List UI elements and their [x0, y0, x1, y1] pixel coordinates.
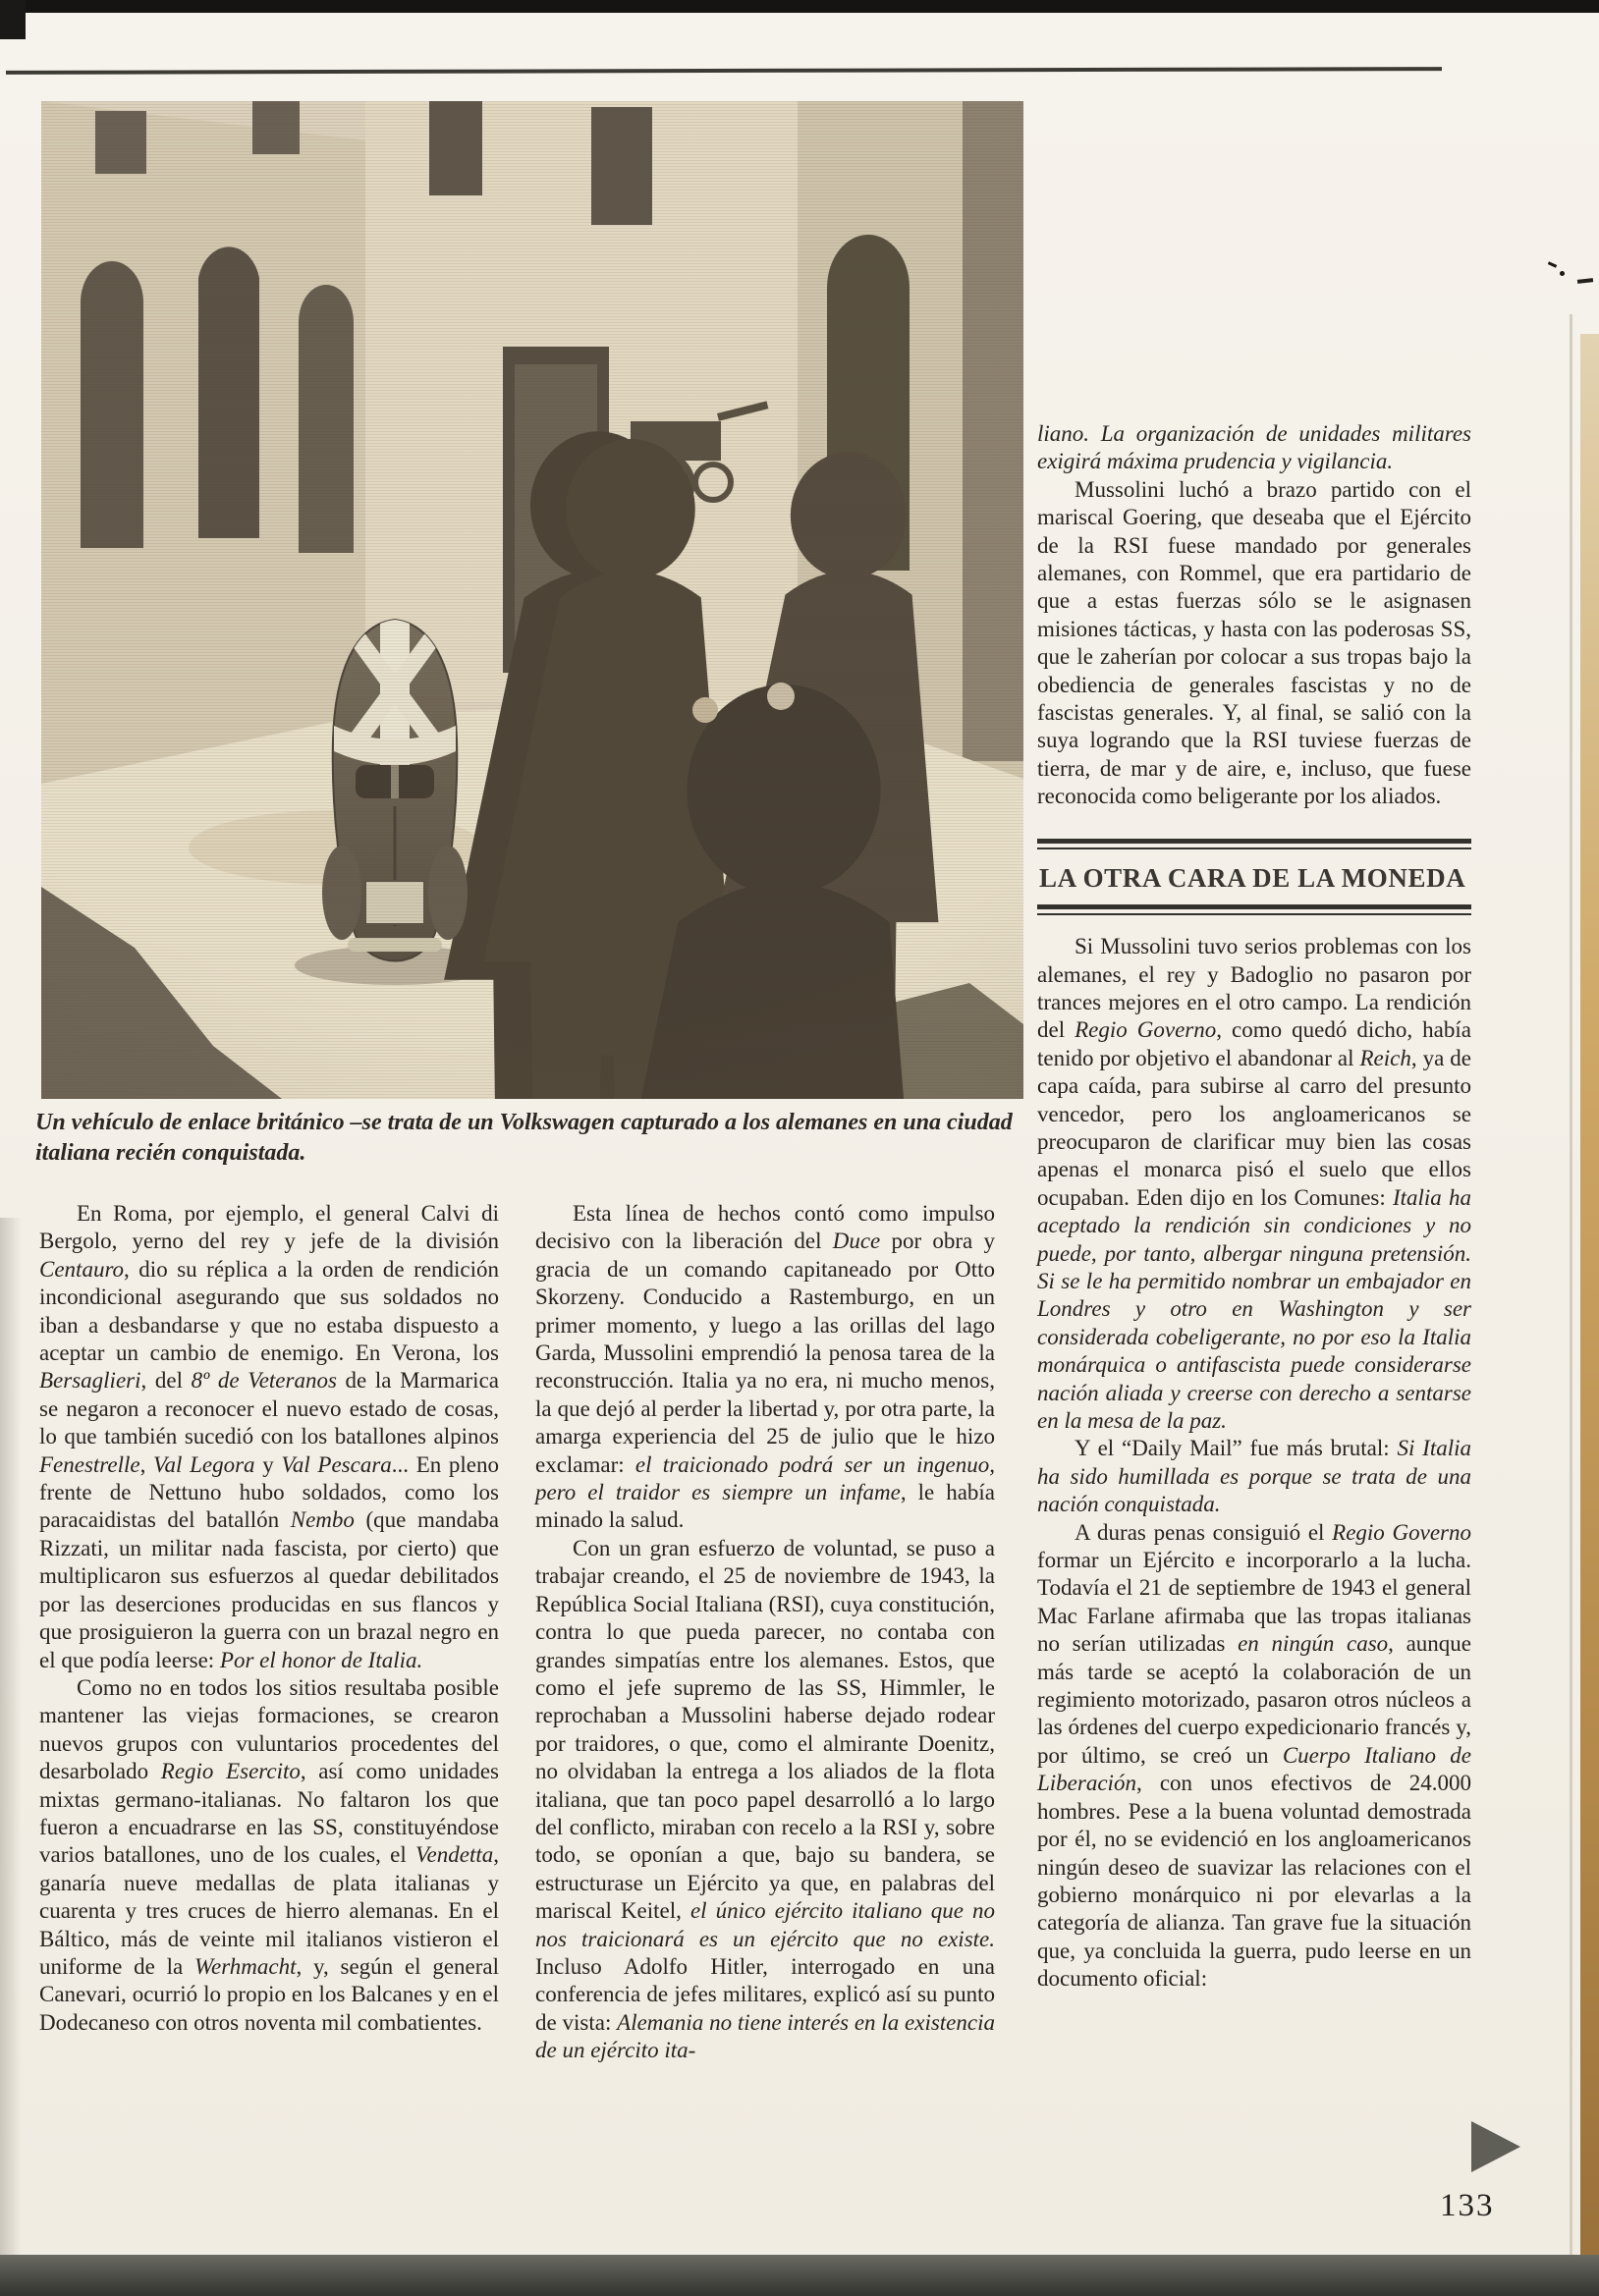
body-text: , y, según el general Canevari, ocurrió lo propio en los Balcanes y en el Dodecaneso con otros noventa mil combatientes.	[39, 1953, 499, 2035]
italic-text: Duce	[832, 1229, 881, 1254]
italic-text: el traicionado podrá ser un ingenuo, pero el traidor es siempre un infame	[535, 1451, 995, 1505]
paragraph	[1037, 933, 1471, 1435]
column-left	[39, 1200, 499, 2037]
continuation-arrow-icon	[1471, 2121, 1520, 2172]
section-heading-box	[1037, 839, 1471, 915]
scan-edge-top	[0, 0, 1599, 13]
book-edge	[1580, 334, 1599, 2255]
body-text: ... En pleno frente de Nettuno hubo soldados, como los paracaidistas del batallón	[39, 1451, 500, 1533]
italic-text: el único ejército italiano que no nos traicionará es un ejército que no existe.	[535, 1898, 995, 1951]
italic-text: 8º de Veteranos	[191, 1368, 337, 1394]
paragraph	[1037, 476, 1471, 811]
paragraph	[39, 1674, 499, 2037]
photo-caption: Un vehículo de enlace británico –se trata de un Volkswagen capturado a los alemanes en una ciudad italiana recién conquistada.	[35, 1110, 1013, 1166]
italic-text: Bersaglieri	[39, 1368, 141, 1394]
italic-text: Fenestrelle	[39, 1451, 140, 1477]
italic-text: Cuerpo Italiano de Liberación	[1037, 1742, 1471, 1796]
italic-text: Vendetta	[415, 1842, 494, 1868]
ink-mark	[1548, 261, 1557, 267]
heading-rule-bottom	[1037, 904, 1471, 915]
paragraph	[1037, 420, 1471, 476]
body-text: formar un Ejército e incorporarlo a la lucha. Todavía el 21 de septiembre de 1943 el general Mac Farlane afirmaba que las tropas italianas no serían utilizadas	[1037, 1548, 1471, 1657]
paragraph	[535, 1535, 995, 2065]
italic-text: Werhmacht	[193, 1953, 297, 1979]
italic-text: Regio Governo	[1075, 1017, 1217, 1043]
body-text: Como no en todos los sitios resultaba posible mantener las viejas formaciones, se crearon nuevos grupos con vuluntarios procedentes del desarbolado	[39, 1674, 499, 1784]
body-text: , del	[140, 1368, 192, 1394]
italic-text: Si Italia ha sido humillada es porque se trata de una nación conquistada.	[1037, 1436, 1471, 1517]
scan-edge-bottom	[0, 2255, 1599, 2296]
column-middle	[535, 1200, 995, 2065]
italic-text: en ningún caso	[1238, 1631, 1389, 1657]
photo-volkswagen-soldiers	[41, 101, 1023, 1099]
body-text: , así como unidades mixtas germano-italianas. No faltaron los que fueron a encuadrarse en las SS, constituyéndose varios batallones, uno de los cuales, el	[39, 1759, 499, 1868]
body-text: de la Marmarica se negaron a reconocer el nuevo estado de cosas, lo que también sucedió con los batallones alpinos	[39, 1368, 499, 1449]
body-text: A duras penas consiguió el	[1075, 1519, 1333, 1545]
italic-text: Por el honor de Italia.	[219, 1647, 423, 1672]
body-text: Incluso Adolfo Hitler, interrogado en una conferencia de jefes militares, explicó así su punto de vista:	[535, 1953, 995, 2035]
ink-mark	[1577, 278, 1593, 284]
body-text: En Roma, por ejemplo, el general Calvi di Bergolo, yerno del rey y jefe de la división	[39, 1201, 499, 1254]
body-text: , aunque más tarde se aceptó la colaboración de un regimiento motorizado, pasaron otros núcleos a las órdenes del cuerpo expedicionario francés y, por último, se creó un	[1037, 1631, 1471, 1768]
body-text: , como quedó dicho, había tenido por objetivo el abandonar al	[1037, 1017, 1471, 1070]
italic-text: Alemania no tiene interés en la existencia de un ejército ita-	[535, 2009, 995, 2063]
photo-illustration	[41, 101, 1023, 1099]
paragraph	[1037, 1519, 1471, 1994]
body-text: , le había minado la salud.	[535, 1480, 996, 1533]
license-plate	[365, 881, 424, 924]
column-right-bottom	[1037, 933, 1471, 1993]
heading-rule-top	[1037, 839, 1471, 849]
body-text: , con unos efectivos de 24.000 hombres. Pese a la buena voluntad demostrada por él, no se evidenció en los angloamericanos ningún deseo de suavizar las relaciones con el gobierno monárquico ni por elevarlas a la categoría de alianza. Tan grave fue la situación que, ya concluida la guerra, pudo leerse en un documento oficial:	[1037, 1771, 1471, 1992]
italic-text: Regio Esercito	[160, 1759, 301, 1784]
italic-text: Reich	[1359, 1045, 1411, 1070]
body-text: , dio su réplica a la orden de rendición incondicional asegurando que sus soldados no iban a desbandarse y que no estaba dispuesto a aceptar un cambio de enemigo. En Verona, los	[39, 1256, 499, 1366]
body-text: , ya de capa caída, para subirse al carro del presunto vencedor, pero los angloamericanos se preocuparon de clarificar muy bien las cosas apenas el monarca pisó el suelo que ellos ocupaban. Eden dijo en los Comunes:	[1037, 1045, 1471, 1210]
italic-text: Val Pescara	[281, 1451, 392, 1477]
italic-text: Val Legora	[153, 1451, 255, 1477]
body-text: , ganaría nueve medallas de plata italianas y cuarenta y tres cruces de hierro alemanas. En el Báltico, más de veinte mil italianos vistieron el uniforme de la	[39, 1842, 499, 1979]
body-text: Con un gran esfuerzo de voluntad, se puso a trabajar creando, el 25 de noviembre de 1943, la República Social Italiana (RSI), cuya constitución, contra lo que pueda parecer, no contaba con grandes simpatías entre los alemanes. Estos, que como el jefe supremo de las SS, Himmler, le reprochaban a Mussolini haberse dejado rodear por traidores, o que, como el almirante Doenitz, no olvidaban la entrega a los aliados de la flota italiana, que tan poco papel desarrolló a lo largo del conflicto, miraban con recelo a la RSI y, sobre todo, se oponían a que, bajo su bandera, se estructurase un Ejército ya que, en palabras del mariscal Keitel,	[535, 1535, 995, 1924]
scan-edge-top-left	[0, 0, 26, 39]
paragraph	[1037, 1435, 1471, 1518]
body-text: Esta línea de hechos contó como impulso decisivo con la liberación del	[535, 1201, 995, 1254]
body-text: ,	[139, 1451, 154, 1477]
body-text: (que mandaba Rizzati, un militar nada fascista, por cierto) que multiplicaron sus esfuerzos al quedar debilitados por las deserciones producidas en sus flancos y que prosiguieron la guerra con un brazal negro en el que podía leerse:	[39, 1507, 499, 1672]
page-number: 133	[1440, 2188, 1495, 2223]
scan-gutter-shade	[0, 1218, 22, 2255]
italic-text: liano. La organización de unidades militares exigirá máxima prudencia y vigilancia.	[1037, 421, 1471, 474]
body-text: Si Mussolini tuvo serios problemas con los alemanes, el rey y Badoglio no pasaron por trances mejores en el otro campo. La rendición del	[1037, 934, 1471, 1043]
paragraph	[535, 1200, 995, 1535]
column-right-top	[1037, 420, 1471, 811]
header-rule	[6, 67, 1442, 75]
section-heading: LA OTRA CARA DE LA MONEDA	[1039, 862, 1466, 893]
page-edge-line	[1570, 314, 1572, 2257]
italic-text: Centauro	[39, 1256, 125, 1282]
body-text: Y el “Daily Mail” fue más brutal:	[1075, 1436, 1398, 1461]
ink-mark	[1560, 271, 1565, 276]
column-right	[1037, 420, 1471, 1994]
body-text: y	[254, 1451, 282, 1477]
paragraph	[39, 1200, 499, 1674]
italic-text: Italia ha aceptado la rendición sin condiciones y no puede, por tanto, albergar ninguna pretensión. Si se le ha permitido nombrar un embajador en Londres y otro en Washington y ser considerada cobeligerante, no por eso la Italia monárquica o antifascista puede considerarse nación aliada y creerse con derecho a sentarse en la mesa de la paz.	[1037, 1184, 1471, 1433]
body-text: Mussolini luchó a brazo partido con el mariscal Goering, que deseaba que el Ejército de la RSI fuese mandado por generales alemanes, con Rommel, que era partidario de que a estas fuerzas sólo se le asignasen misiones tácticas, y hasta con las poderosas SS, que le zaherían por colocar a sus tropas bajo la obediencia de generales fascistas y no de fascistas generales. Y, al final, se salió con la suya logrando que la RSI tuviese fuerzas de tierra, de mar y de aire, e, incluso, que fuese reconocida como beligerante por los aliados.	[1037, 476, 1471, 809]
italic-text: Regio Governo	[1332, 1519, 1471, 1545]
body-text: por obra y gracia de un comando capitaneado por Otto Skorzeny. Conducido a Rastemburgo, en un primer momento, y luego a las orillas del lago Garda, Mussolini emprendió la penosa tarea de la reconstrucción. Italia ya no era, ni mucho menos, la que dejó al perder la libertad y, por otra parte, la amarga experiencia del 25 de julio que le hizo exclamar:	[535, 1229, 995, 1477]
italic-text: Nembo	[290, 1507, 355, 1533]
